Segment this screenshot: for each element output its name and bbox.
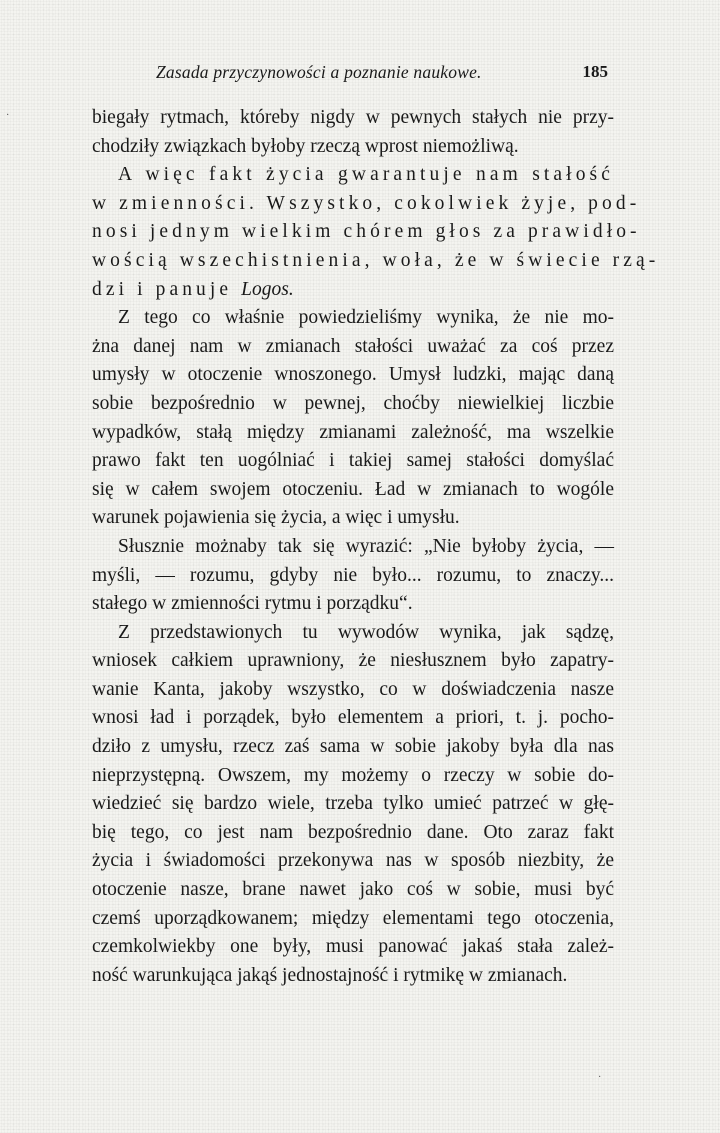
- page-number: 185: [582, 62, 608, 81]
- text-line: umysły w otoczenie wnoszonego. Umysł ludzki, mając daną: [92, 364, 614, 386]
- text-line: w zmienności. Wszystko, cokolwiek żyje, pod-: [92, 192, 641, 214]
- text-line: wnosi ład i porządek, było elementem a priori, t. j. pocho-: [92, 707, 614, 729]
- text-line: żna danej nam w zmianach stałości uważać za coś przez: [92, 335, 614, 357]
- text-line: myśli, — rozumu, gdyby nie było... rozumu, to znaczy...: [92, 564, 614, 586]
- text-line: [92, 276, 614, 305]
- paragraph-2: [92, 161, 660, 304]
- paragraph-1: [92, 104, 614, 161]
- text-line: Z przedstawionych tu wywodów wynika, jak sądzę,: [118, 621, 614, 643]
- page-header: [92, 56, 614, 88]
- text-line: czemkolwiekby one były, musi panować jakaś stała zależ-: [92, 936, 614, 958]
- text-line: otoczenie nasze, brane nawet jako coś w sobie, musi być: [92, 879, 614, 901]
- text-line: stałego w zmienności rytmu i porządku“.: [92, 593, 413, 615]
- text-line: biegały rytmach, któreby nigdy w pewnych stałych nie przy-: [92, 107, 614, 128]
- text-line: życia i świadomości przekonywa nas w sposób niezbity, że: [92, 850, 614, 872]
- scan-speck: ·: [598, 1072, 602, 1083]
- text-line: Słusznie możnaby tak się wyrazić: „Nie byłoby życia, —: [118, 535, 614, 557]
- book-page: [92, 56, 660, 990]
- text-line: sobie bezpośrednio w pewnej, choćby niewielkiej liczbie: [92, 392, 614, 414]
- paragraph-4: [92, 533, 614, 619]
- logos-word: Logos.: [241, 278, 294, 300]
- text-line: czemś uporządkowanem; między elementami tego otoczenia,: [92, 907, 614, 929]
- text-line: Z tego co właśnie powiedzieliśmy wynika, że nie mo-: [118, 307, 614, 329]
- text-line: nosi jednym wielkim chórem głos za prawidło-: [92, 221, 641, 243]
- body-text: [92, 104, 660, 990]
- text-line: bię tego, co jest nam bezpośrednio dane. Oto zaraz fakt: [92, 821, 614, 843]
- text-line: dziło z umysłu, rzecz zaś sama w sobie jakoby była dla nas: [92, 736, 614, 758]
- text-line: wiedzieć się bardzo wiele, trzeba tylko umieć patrzeć w głę-: [92, 793, 614, 815]
- text-line: się w całem swojem otoczeniu. Ład w zmianach to wogóle: [92, 478, 614, 500]
- text-line: prawo fakt ten uogólniać i takiej samej stałości domyślać: [92, 450, 614, 472]
- text-line: wością wszechistnienia, woła, że w świecie rzą-: [92, 249, 660, 271]
- text-line: nieprzystępną. Owszem, my możemy o rzeczy w sobie do-: [92, 764, 614, 786]
- text-line: wniosek całkiem uprawniony, że niesłusznem było zapatry-: [92, 650, 614, 672]
- text-fragment: dzi i panuje: [92, 278, 242, 300]
- running-head: Zasada przyczynowości a poznanie naukowe.: [156, 62, 482, 82]
- text-line: A więc fakt życia gwarantuje nam stałość: [118, 164, 614, 186]
- paragraph-3: [92, 304, 614, 533]
- scan-speck: ·: [6, 110, 10, 121]
- text-line: wanie Kanta, jakoby wszystko, co w doświadczenia nasze: [92, 678, 614, 700]
- paragraph-5: [92, 619, 614, 991]
- text-line: ność warunkująca jakąś jednostajność i rytmikę w zmianach.: [92, 964, 568, 986]
- text-line: wypadków, stałą między zmianami zależność, ma wszelkie: [92, 421, 614, 443]
- text-line: chodziły związkach byłoby rzeczą wprost niemożliwą.: [92, 135, 519, 157]
- text-line: warunek pojawienia się życia, a więc i umysłu.: [92, 507, 460, 529]
